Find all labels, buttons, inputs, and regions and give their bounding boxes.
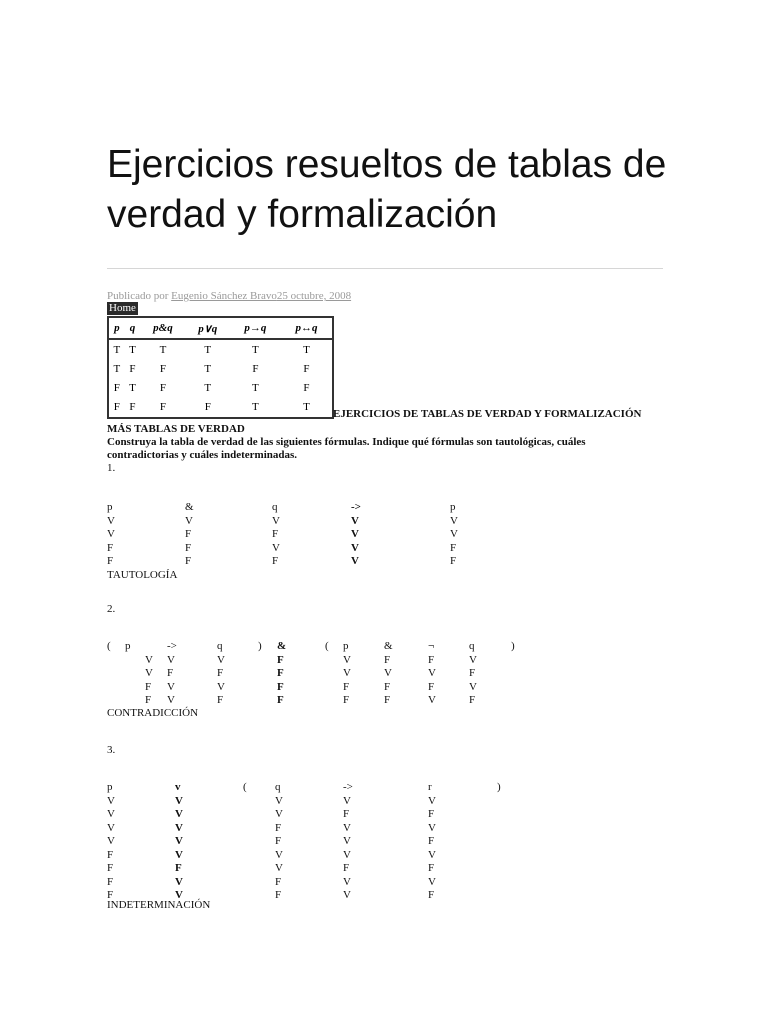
truth-value: F: [469, 694, 476, 706]
truth-value: F: [275, 889, 282, 901]
reference-header-cell: p∨q: [186, 318, 230, 339]
truth-value: V: [185, 514, 193, 527]
exercise-2-column: [125, 640, 153, 708]
truth-value: F: [107, 555, 114, 567]
truth-value: V: [145, 667, 153, 679]
truth-value: F: [167, 667, 174, 679]
truth-value: V: [351, 555, 359, 567]
column-header: &: [277, 640, 287, 652]
truth-value: V: [343, 653, 351, 666]
truth-value: V: [272, 541, 280, 554]
column-header: q: [275, 781, 281, 793]
truth-value: F: [343, 862, 350, 874]
truth-value: V: [343, 835, 351, 847]
truth-value: V: [469, 680, 477, 693]
exercise-1-column: [450, 501, 458, 569]
table-row: [109, 360, 332, 379]
truth-value: V: [107, 794, 115, 807]
truth-value: V: [469, 653, 477, 666]
table-cell: F: [113, 382, 120, 395]
truth-value: F: [277, 694, 284, 706]
column-header: v: [175, 781, 181, 793]
reference-header-cell: p: [109, 318, 125, 339]
home-link[interactable]: Home: [109, 302, 136, 314]
reference-truth-table: [107, 316, 334, 419]
truth-value: F: [277, 680, 284, 693]
truth-value: F: [428, 653, 435, 666]
exercise-2-column: [469, 640, 477, 708]
truth-value: V: [351, 514, 359, 527]
exercise-3-column: [343, 781, 353, 903]
truth-value: F: [428, 889, 435, 901]
section-subtitle: MÁS TABLAS DE VERDAD: [107, 423, 245, 435]
truth-value: F: [343, 808, 350, 820]
meta-prefix: Publicado por: [107, 290, 172, 302]
truth-value: V: [167, 680, 175, 693]
column-header: ->: [343, 781, 353, 793]
exercise-1-column: [185, 501, 194, 569]
truth-value: V: [217, 653, 225, 666]
truth-value: V: [343, 875, 351, 888]
column-header: p: [450, 501, 456, 513]
exercise-2-column: [167, 640, 177, 708]
section-title: EJERCICIOS DE TABLAS DE VERDAD Y FORMALIZACIÓN: [333, 408, 642, 420]
truth-value: V: [384, 667, 392, 679]
column-header: ¬: [428, 640, 435, 652]
truth-value: F: [275, 875, 282, 888]
truth-value: V: [175, 835, 183, 847]
table-cell: T: [252, 382, 259, 395]
truth-value: V: [428, 875, 436, 888]
reference-header-cell: p→q: [230, 318, 281, 339]
column-header: (: [243, 781, 247, 793]
table-cell: F: [204, 401, 211, 414]
column-header: &: [384, 640, 393, 652]
truth-value: V: [217, 680, 225, 693]
truth-value: V: [275, 808, 283, 820]
column-header: q: [272, 501, 278, 513]
truth-value: F: [428, 808, 435, 820]
table-cell: F: [159, 401, 166, 414]
exercise-3-column: [243, 781, 247, 795]
exercise-2-column: [325, 640, 329, 654]
truth-value: F: [217, 667, 224, 679]
truth-value: V: [428, 694, 436, 706]
truth-value: F: [145, 680, 152, 693]
truth-value: F: [343, 680, 350, 693]
truth-value: V: [107, 835, 115, 847]
truth-value: V: [175, 821, 183, 834]
truth-value: V: [428, 848, 436, 861]
reference-header-cell: q: [125, 318, 141, 339]
truth-value: F: [145, 694, 152, 706]
exercise-3-column: [275, 781, 283, 903]
exercise-result: TAUTOLOGÍA: [107, 569, 178, 581]
column-header: ): [511, 640, 515, 652]
column-header: q: [217, 640, 223, 652]
exercise-2-column: [428, 640, 436, 708]
table-cell: F: [113, 401, 120, 414]
truth-value: V: [343, 794, 351, 807]
truth-value: V: [107, 821, 115, 834]
reference-header-cell: p↔q: [281, 318, 332, 339]
table-cell: T: [113, 363, 121, 376]
truth-value: F: [450, 541, 457, 554]
table-cell: F: [129, 401, 136, 414]
page-title: Ejercicios resueltos de tablas de verdad y formalización: [107, 143, 667, 236]
truth-value: V: [175, 794, 183, 807]
truth-value: F: [275, 835, 282, 847]
exercise-2-column: [343, 640, 351, 708]
table-cell: T: [252, 343, 259, 356]
exercise-2-column: [258, 640, 262, 654]
exercise-2-column: [384, 640, 393, 708]
truth-value: V: [175, 875, 183, 888]
table-cell: F: [159, 363, 166, 376]
truth-value: V: [175, 848, 183, 861]
table-cell: T: [113, 343, 121, 356]
table-cell: T: [252, 401, 259, 414]
exercise-2-column: [277, 640, 286, 708]
truth-value: F: [185, 528, 192, 540]
truth-value: F: [428, 862, 435, 874]
truth-value: V: [428, 667, 436, 679]
truth-value: F: [428, 680, 435, 693]
exercise-3-column: [428, 781, 436, 903]
truth-value: F: [217, 694, 224, 706]
column-header: p: [125, 640, 131, 652]
column-header: ->: [351, 501, 361, 513]
truth-value: F: [175, 862, 182, 874]
truth-value: V: [450, 528, 458, 540]
truth-value: F: [277, 653, 284, 666]
exercise-instructions: Construya la tabla de verdad de las siguientes fórmulas. Indique qué fórmulas son tautológicas, cuáles contradictorias y cuáles indeterminadas.: [107, 436, 586, 461]
exercise-number: 3.: [107, 744, 116, 756]
truth-value: F: [343, 694, 350, 706]
column-header: ): [258, 640, 262, 652]
truth-value: V: [275, 848, 283, 861]
exercise-number: 1.: [107, 462, 116, 474]
column-header: (: [107, 640, 111, 652]
truth-value: V: [343, 848, 351, 861]
truth-value: V: [272, 514, 280, 527]
exercise-2-column: [107, 640, 111, 654]
truth-value: F: [275, 821, 282, 834]
truth-value: V: [175, 889, 183, 901]
column-header: ->: [167, 640, 177, 652]
truth-value: F: [469, 667, 476, 679]
truth-value: F: [107, 862, 114, 874]
exercise-1-column: [272, 501, 280, 569]
exercise-number: 2.: [107, 603, 116, 615]
truth-value: V: [428, 794, 436, 807]
exercise-result: INDETERMINACIÓN: [107, 899, 211, 911]
table-cell: T: [204, 343, 212, 356]
truth-value: V: [175, 808, 183, 820]
truth-value: V: [167, 653, 175, 666]
table-cell: T: [303, 343, 310, 356]
title-divider: [107, 268, 663, 269]
truth-value: V: [145, 653, 153, 666]
author-name: Eugenio Sánchez Bravo: [171, 290, 277, 302]
truth-value: V: [351, 541, 359, 554]
truth-value: V: [107, 528, 115, 540]
truth-value: F: [185, 555, 192, 567]
truth-value: F: [107, 875, 114, 888]
truth-value: V: [107, 808, 115, 820]
table-cell: T: [129, 382, 136, 395]
table-cell: F: [129, 363, 136, 376]
table-cell: T: [204, 382, 212, 395]
truth-value: V: [275, 862, 283, 874]
table-cell: T: [204, 363, 212, 376]
truth-value: F: [384, 653, 391, 666]
column-header: r: [428, 781, 432, 793]
table-cell: F: [159, 382, 166, 395]
truth-value: V: [167, 694, 175, 706]
truth-value: F: [428, 835, 435, 847]
exercise-1-column: [351, 501, 361, 569]
reference-header-row: [109, 318, 332, 339]
truth-value: F: [107, 889, 114, 901]
exercise-3-column: [107, 781, 115, 903]
table-cell: F: [252, 363, 259, 376]
reference-header-cell: p&q: [140, 318, 185, 339]
exercise-2-column: [511, 640, 515, 654]
table-cell: F: [303, 382, 310, 395]
truth-value: V: [351, 528, 359, 540]
exercise-2-column: [217, 640, 225, 708]
exercise-3-column: [497, 781, 501, 795]
exercise-3-column: [175, 781, 183, 903]
truth-value: F: [450, 555, 457, 567]
truth-value: V: [343, 667, 351, 679]
truth-value: F: [384, 680, 391, 693]
post-date: 25 octubre, 2008: [276, 290, 352, 302]
exercise-1-column: [107, 501, 115, 569]
truth-value: F: [272, 555, 279, 567]
column-header: p: [107, 781, 113, 793]
table-row: [109, 398, 332, 417]
truth-value: V: [275, 794, 283, 807]
exercise-result: CONTRADICCIÓN: [107, 707, 199, 719]
column-header: ): [497, 781, 501, 793]
column-header: (: [325, 640, 329, 652]
column-header: p: [343, 640, 349, 652]
truth-value: F: [107, 848, 114, 861]
table-row: [109, 379, 332, 398]
table-cell: F: [303, 363, 310, 376]
post-meta: [107, 290, 351, 302]
truth-value: V: [343, 889, 351, 901]
column-header: &: [185, 501, 194, 513]
column-header: p: [107, 501, 113, 513]
truth-value: F: [384, 694, 391, 706]
truth-value: F: [185, 541, 192, 554]
truth-value: F: [107, 541, 114, 554]
truth-value: F: [277, 667, 284, 679]
truth-value: V: [343, 821, 351, 834]
table-cell: T: [159, 343, 167, 356]
truth-value: F: [272, 528, 279, 540]
truth-value: V: [428, 821, 436, 834]
table-row: [109, 339, 332, 360]
truth-value: V: [107, 514, 115, 527]
column-header: q: [469, 640, 475, 652]
author-link[interactable]: [171, 290, 351, 302]
table-cell: T: [129, 343, 136, 356]
truth-value: V: [450, 514, 458, 527]
table-cell: T: [303, 401, 310, 414]
